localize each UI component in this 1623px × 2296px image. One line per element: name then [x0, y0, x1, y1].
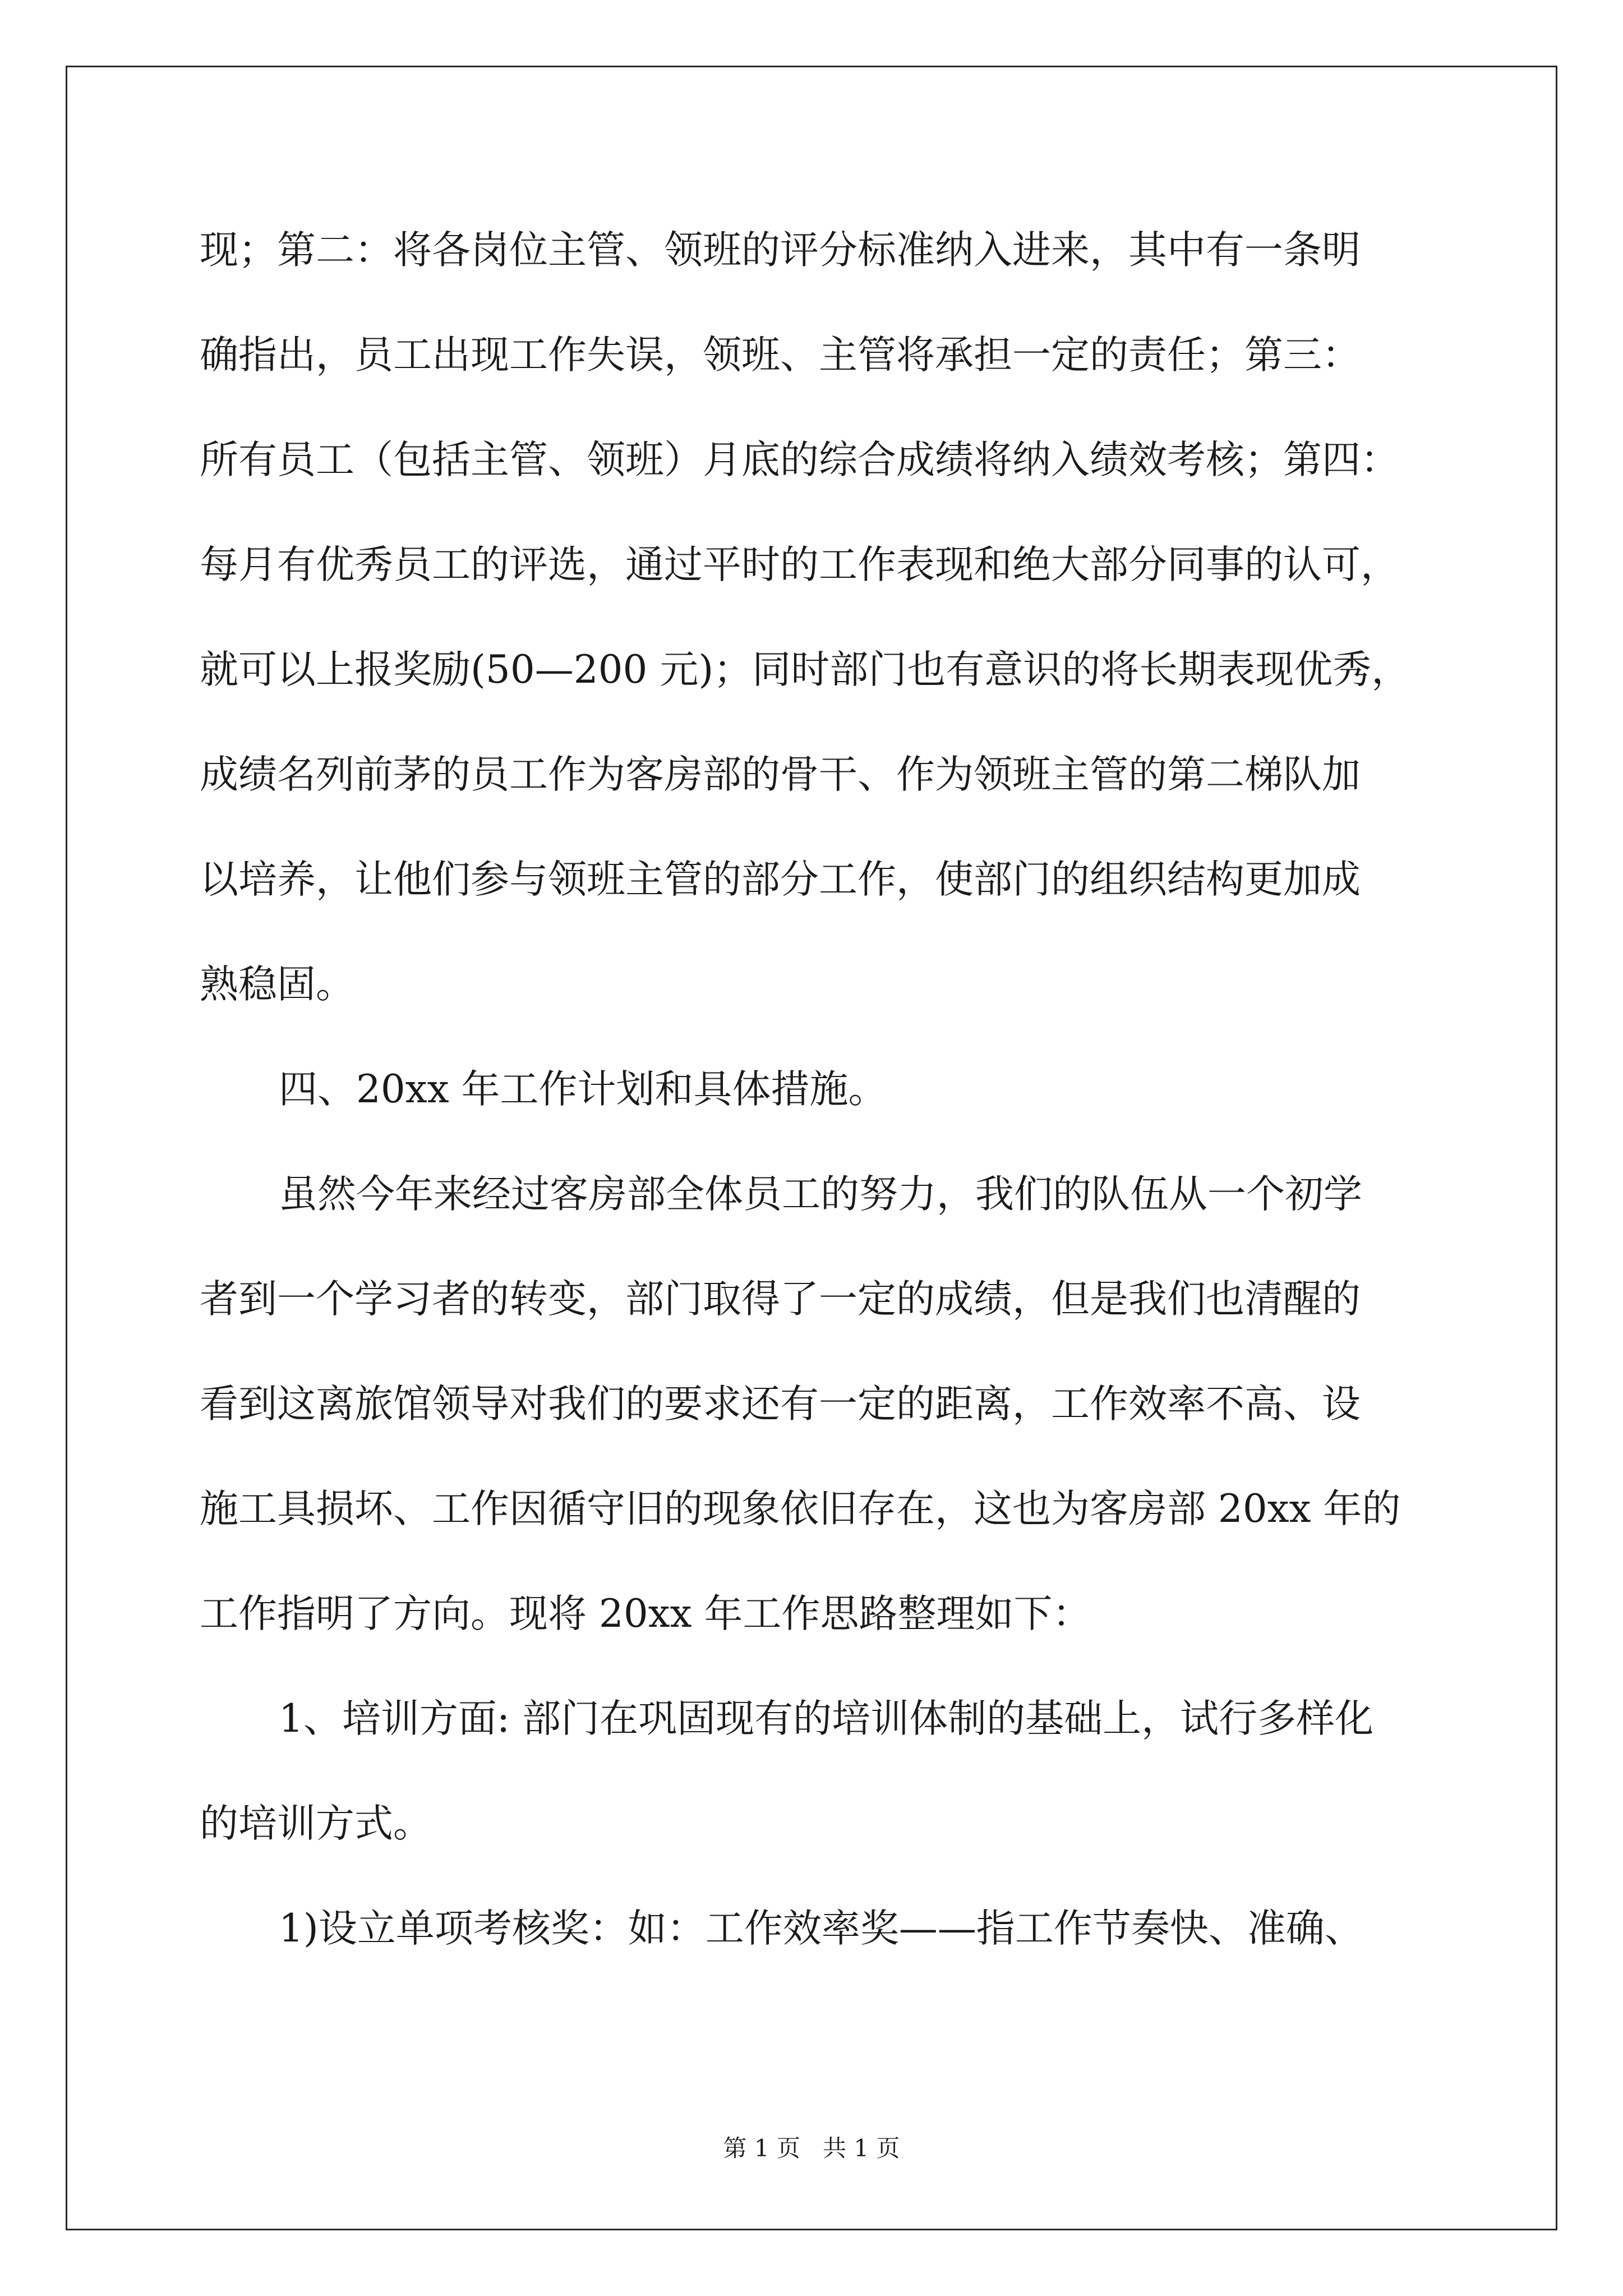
- text-line: 成绩名列前茅的员工作为客房部的骨干、作为领班主管的第二梯队加: [200, 752, 1361, 797]
- text-line: 的培训方式。: [200, 1801, 432, 1846]
- text-line: 所有员工（包括主管、领班）月底的综合成绩将纳入绩效考核；第四：: [200, 438, 1399, 482]
- text-line: 就可以上报奖励(50—200 元)；同时部门也有意识的将长期表现优秀，: [200, 647, 1410, 692]
- section-heading: 四、20xx 年工作计划和具体措施。: [279, 1067, 887, 1112]
- text-line: 现；第二：将各岗位主管、领班的评分标准纳入进来，其中有一条明: [200, 228, 1361, 273]
- text-line: 确指出，员工出现工作失误，领班、主管将承担一定的责任；第三：: [200, 333, 1361, 378]
- page-number-footer: 第 1 页 共 1 页: [723, 2134, 900, 2162]
- text-line: 以培养，让他们参与领班主管的部分工作，使部门的组织结构更加成: [200, 857, 1361, 902]
- text-line: 工作指明了方向。现将 20xx 年工作思路整理如下：: [200, 1591, 1091, 1636]
- text-line: 施工具损坏、工作因循守旧的现象依旧存在，这也为客房部 20xx 年的: [200, 1487, 1401, 1531]
- text-line: 虽然今年来经过客房部全体员工的努力，我们的队伍从一个初学: [279, 1172, 1362, 1217]
- text-line: 看到这离旅馆领导对我们的要求还有一定的距离，工作效率不高、设: [200, 1382, 1361, 1427]
- text-line: 熟稳固。: [200, 962, 354, 1007]
- text-line: 1、培训方面: 部门在巩固现有的培训体制的基础上，试行多样化: [279, 1696, 1374, 1741]
- text-line: 1)设立单项考核奖：如：工作效率奖——指工作节奏快、准确、: [279, 1906, 1363, 1951]
- text-line: 者到一个学习者的转变，部门取得了一定的成绩，但是我们也清醒的: [200, 1277, 1361, 1322]
- text-line: 每月有优秀员工的评选，通过平时的工作表现和绝大部分同事的认可，: [200, 542, 1399, 587]
